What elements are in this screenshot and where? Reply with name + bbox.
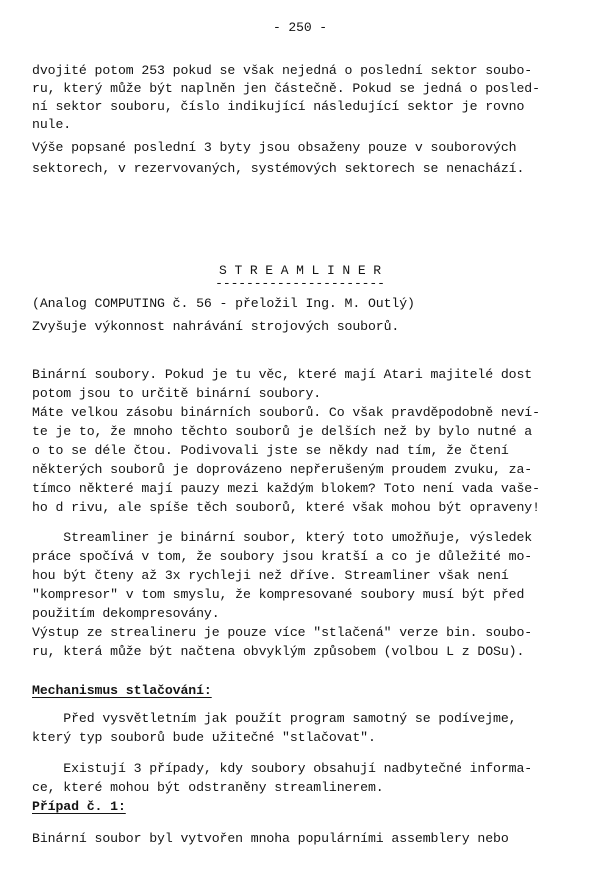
text-line: hou být čteny až 3x rychleji než dříve. Streamliner však není [32, 568, 509, 583]
text-line: práce spočívá v tom, že soubory jsou kratší a co je důležité mo- [32, 549, 533, 564]
text-line: ho d rivu, ale spíše těch souborů, které však mohou být opraveny! [32, 500, 540, 515]
text-line: který typ souborů bude užitečné "stlačovat". [32, 730, 376, 745]
text-line: některých souborů je doprovázeno nepřerušeným proudem zvuku, za- [32, 462, 533, 477]
text-line: Existují 3 případy, kdy soubory obsahují nadbytečné informa- [32, 761, 533, 776]
text-line: Výše popsané poslední 3 byty jsou obsaženy pouze v souborových [32, 140, 517, 155]
text-line: nule. [32, 117, 72, 132]
text-line: Binární soubory. Pokud je tu věc, které mají Atari majitelé dost [32, 367, 533, 382]
text-line: Binární soubor byl vytvořen mnoha populárními assemblery nebo [32, 831, 509, 846]
text-line: ru, která může být načtena obvyklým způsobem (volbou L z DOSu). [32, 644, 525, 659]
text-line: ru, který může být naplněn jen částečně. Pokud se jedná o posled- [32, 81, 540, 96]
text-line: ce, které mohou být odstraněny streamlinerem. [32, 780, 384, 795]
text-line: Před vysvětletním jak použít program samotný se podívejme, [32, 711, 517, 726]
article-subtitle: Zvyšuje výkonnost nahrávání strojových souborů. [32, 319, 400, 334]
text-line: tímco některé mají pauzy mezi každým blokem? Toto není vada vaše- [32, 481, 540, 496]
article-source: (Analog COMPUTING č. 56 - přeložil Ing. M. Outlý) [32, 296, 415, 311]
text-line: použitím dekompresovány. [32, 606, 220, 621]
text-line: dvojité potom 253 pokud se však nejedná o poslední sektor soubo- [32, 63, 533, 78]
text-line: o to se déle čtou. Podivovali jste se někdy nad tím, že čtení [32, 443, 509, 458]
text-line: ní sektor souboru, číslo indikující následující sektor je rovno [32, 99, 525, 114]
text-line: Výstup ze strealineru je pouze více "stlačená" verze bin. soubo- [32, 625, 533, 640]
page-number: - 250 - [273, 20, 327, 35]
text-line: te je to, že mnoho těchto souborů je delších než by bylo nutné a [32, 424, 533, 439]
article-title: S T R E A M L I N E R [219, 263, 381, 278]
case-heading: Případ č. 1: [32, 799, 126, 814]
section-heading: Mechanismus stlačování: [32, 683, 212, 698]
text-line: "kompresor" v tom smyslu, že kompresované soubory musí být před [32, 587, 525, 602]
article-title-rule: ---------------------- [215, 276, 385, 291]
text-line: potom jsou to určitě binární soubory. [32, 386, 322, 401]
text-line: Streamliner je binární soubor, který toto umožňuje, výsledek [32, 530, 533, 545]
text-line: Máte velkou zásobu binárních souborů. Co však pravděpodobně neví- [32, 405, 540, 420]
text-line: sektorech, v rezervovaných, systémových sektorech se nenachází. [32, 161, 525, 176]
